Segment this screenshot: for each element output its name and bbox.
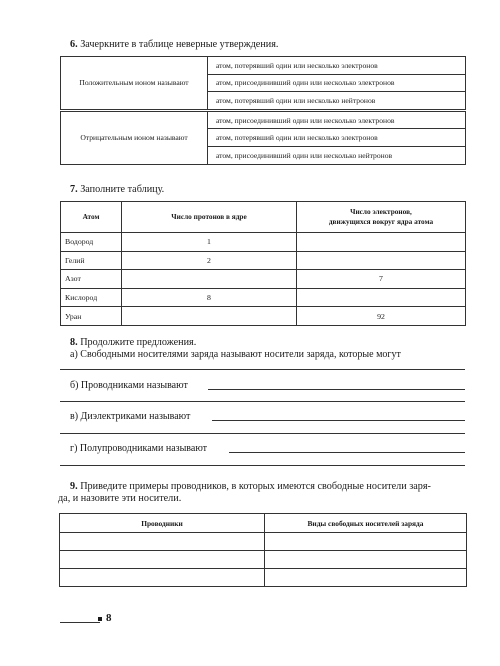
table-row [61, 288, 466, 307]
cell-atom: Уран [61, 307, 122, 326]
task8-item-v: в) Диэлектриками называют [70, 411, 191, 422]
answer-line[interactable] [60, 401, 465, 402]
table-row [61, 251, 466, 270]
cell-atom: Кислород [61, 288, 122, 307]
answer-line[interactable] [208, 389, 465, 390]
cell-protons[interactable] [122, 270, 297, 289]
cell-atom: Азот [61, 270, 122, 289]
header-conductors: Проводники [60, 514, 265, 533]
task6-option[interactable]: атом, потерявший один или несколько электронов [208, 57, 466, 75]
header-atom: Атом [61, 202, 122, 233]
table-row [60, 569, 467, 587]
table-row [61, 110, 466, 129]
task6-table [60, 56, 466, 165]
task6-number: 6. [70, 39, 78, 50]
task6-option[interactable]: атом, присоединивший один или несколько электронов [208, 74, 466, 92]
cell-electrons[interactable]: 92 [297, 307, 466, 326]
task8-item-a: а) Свободными носителями заряда называют носители заряда, которые могут [70, 349, 401, 360]
table-row [61, 233, 466, 252]
task6-label-positive: Положительным ионом называют [61, 57, 208, 111]
footer-rule [60, 622, 100, 623]
cell-atom: Гелий [61, 251, 122, 270]
cell-conductor[interactable] [60, 551, 265, 569]
task6-text: Зачеркните в таблице неверные утверждения. [80, 39, 279, 50]
header-protons: Число протонов в ядре [122, 202, 297, 233]
header-electrons-line2: движущихся вокруг ядра атома [328, 217, 434, 226]
task7-number: 7. [70, 184, 78, 195]
cell-carrier[interactable] [265, 551, 467, 569]
cell-protons[interactable]: 8 [122, 288, 297, 307]
task6-option[interactable]: атом, потерявший один или несколько нейтронов [208, 92, 466, 111]
task8-number: 8. [70, 337, 78, 348]
task6-option[interactable]: атом, потерявший один или несколько электронов [208, 129, 466, 147]
task8-text: Продолжите предложения. [80, 337, 197, 348]
table-row [60, 551, 467, 569]
header-electrons-line1: Число электронов, [350, 207, 412, 216]
cell-electrons[interactable] [297, 288, 466, 307]
cell-conductor[interactable] [60, 569, 265, 587]
cell-protons[interactable]: 1 [122, 233, 297, 252]
table-row [61, 270, 466, 289]
task6-label-negative: Отрицательным ионом называют [61, 110, 208, 164]
task7-title [70, 183, 164, 196]
cell-atom: Водород [61, 233, 122, 252]
table-row [60, 533, 467, 551]
cell-protons[interactable]: 2 [122, 251, 297, 270]
table-header-row [61, 202, 466, 233]
task7-table [60, 201, 466, 326]
task6-title [70, 38, 278, 51]
answer-line[interactable] [60, 433, 465, 434]
table-row [61, 57, 466, 75]
cell-conductor[interactable] [60, 533, 265, 551]
task9-table [59, 513, 467, 587]
table-header-row [60, 514, 467, 533]
answer-line[interactable] [60, 465, 465, 466]
task6-option[interactable]: атом, присоединивший один или несколько нейтронов [208, 146, 466, 164]
task9-text-line2: да, и назовите эти носители. [58, 493, 182, 504]
task8-item-g: г) Полупроводниками называют [70, 443, 208, 454]
table-row [61, 307, 466, 326]
cell-carrier[interactable] [265, 569, 467, 587]
answer-line[interactable] [229, 452, 465, 453]
task9-text-line1: Приведите примеры проводников, в которых имеются свободные носители заря- [80, 481, 431, 492]
cell-electrons[interactable] [297, 251, 466, 270]
cell-electrons[interactable] [297, 233, 466, 252]
page-number: 8 [106, 612, 112, 624]
cell-electrons[interactable]: 7 [297, 270, 466, 289]
task7-text: Заполните таблицу. [80, 184, 165, 195]
task8-item-b: б) Проводниками называют [70, 380, 188, 391]
task6-option[interactable]: атом, присоединивший один или несколько электронов [208, 110, 466, 129]
task9-number: 9. [70, 481, 78, 492]
cell-protons[interactable] [122, 307, 297, 326]
cell-carrier[interactable] [265, 533, 467, 551]
answer-line[interactable] [212, 420, 465, 421]
header-electrons [297, 202, 466, 233]
footer-bullet [98, 617, 102, 621]
header-carriers: Виды свободных носителей заряда [265, 514, 467, 533]
answer-line[interactable] [60, 369, 465, 370]
